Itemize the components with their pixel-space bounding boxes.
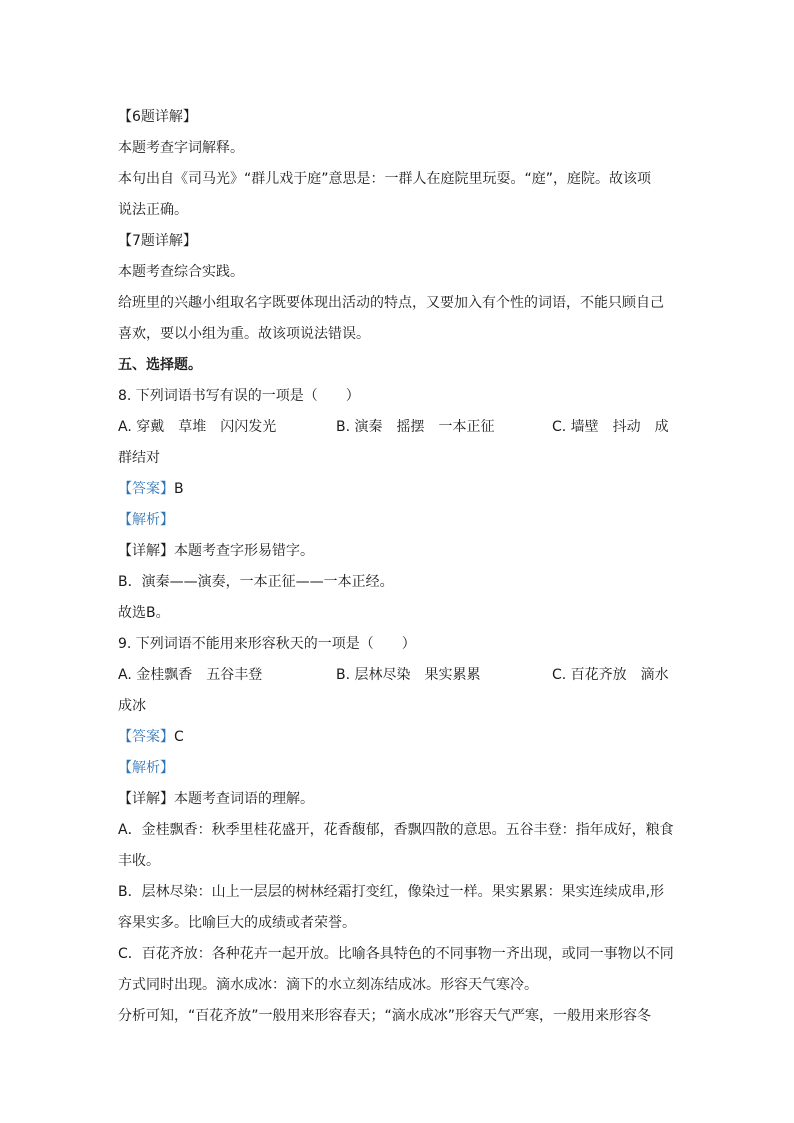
q7-topic: 本题考查综合实践。 [118,264,244,280]
q9-summary: 分析可知，“百花齐放”一般用来形容春天；“滴水成冰”形容天气严寒，一般用来形容冬 [118,1008,652,1024]
q8-option-a: A. 穿戴 草堆 闪闪发光 [118,419,277,435]
answer-tag: 【答案】 [118,481,174,497]
q6-explanation-line-1: 本句出自《司马光》“群儿戏于庭”意思是：一群人在庭院里玩耍。“庭”，庭院。故该项 [118,171,652,187]
q9-option-c: C. 百花齐放 滴水 [552,667,669,683]
q9-analysis-tag: 【解析】 [118,760,174,776]
q9-option-a-explanation-2: 丰收。 [118,853,160,869]
q8-options [118,412,678,443]
answer-tag: 【答案】 [118,729,174,745]
detail-tag: 【详解】 [118,543,174,559]
q8-question: 8. 下列词语书写有误的一项是（ ） [118,388,360,404]
q8-option-c-continued: 群结对 [118,450,160,466]
q9-detail: 本题考查词语的理解。 [174,791,314,807]
q7-header: 【7题详解】 [118,233,197,249]
q9-option-b: B. 层林尽染 果实累累 [336,667,481,683]
q6-explanation-line-2: 说法正确。 [118,202,188,218]
q8-option-c: C. 墙壁 抖动 成 [552,419,669,435]
q9-option-c-continued: 成冰 [118,698,146,714]
q9-option-b-explanation-1: B．层林尽染：山上一层层的树林经霜打变红，像染过一样。果实累累：果实连续成串,形 [118,884,665,900]
q9-option-c-explanation-2: 方式同时出现。滴水成冰：滴下的水立刻冻结成冰。形容天气寒冷。 [118,977,538,993]
q8-analysis-tag: 【解析】 [118,512,174,528]
q9-option-a: A. 金桂飘香 五谷丰登 [118,667,263,683]
q8-detail-line [118,536,678,567]
q9-option-c-explanation-1: C．百花齐放：各种花卉一起开放。比喻各具特色的不同事物一齐出现，或同一事物以不同 [118,946,674,962]
q8-answer: B [174,481,184,497]
q9-options [118,660,678,691]
q8-answer-line [118,474,678,505]
q9-answer-line [118,722,678,753]
q9-option-b-explanation-2: 容果实多。比喻巨大的成绩或者荣誉。 [118,915,356,931]
q8-detail: 本题考查字形易错字。 [174,543,314,559]
q8-conclusion: 故选B。 [118,605,170,621]
q9-answer: C [174,729,184,745]
q9-option-a-explanation-1: A．金桂飘香：秋季里桂花盛开，花香馥郁，香飘四散的意思。五谷丰登：指年成好，粮食 [118,822,674,838]
document-page [118,102,678,1032]
q7-explanation-line-1: 给班里的兴趣小组取名字既要体现出活动的特点，又要加入有个性的词语，不能只顾自己 [118,295,664,311]
q9-detail-line [118,784,678,815]
q8-option-b: B. 演秦 摇摆 一本正征 [336,419,495,435]
q6-topic: 本题考查字词解释。 [118,140,244,156]
q7-explanation-line-2: 喜欢，要以小组为重。故该项说法错误。 [118,326,370,342]
q6-header: 【6题详解】 [118,109,197,125]
detail-tag: 【详解】 [118,791,174,807]
section-title: 五、选择题。 [118,357,202,373]
q9-question: 9. 下列词语不能用来形容秋天的一项是（ ） [118,636,416,652]
q8-correction: B．演秦——演奏，一本正征——一本正经。 [118,574,394,590]
